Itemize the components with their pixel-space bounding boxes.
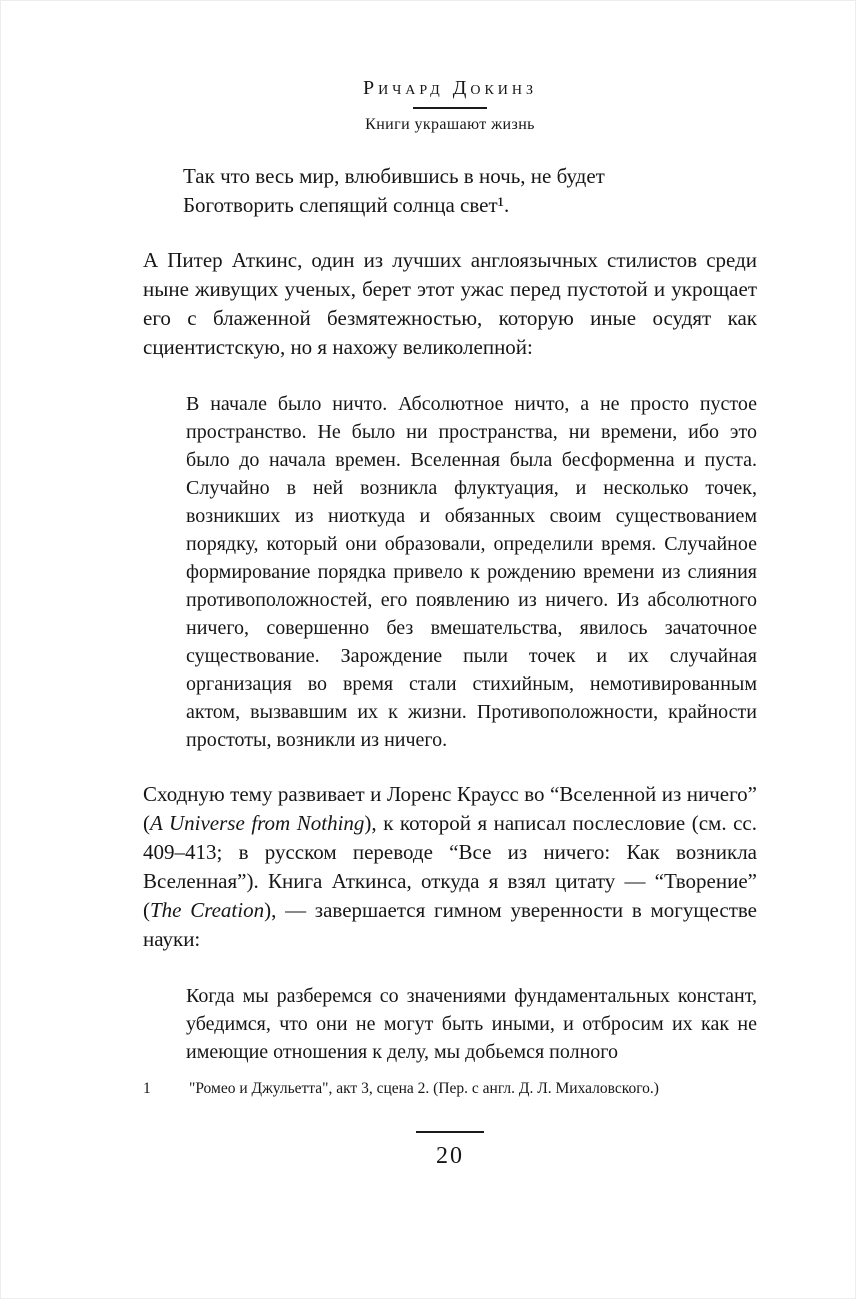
running-head-book-title: Книги украшают жизнь bbox=[365, 116, 535, 133]
footnote-text: "Ромео и Джульетта", акт 3, сцена 2. (Пер. с англ. Д. Л. Михаловского.) bbox=[189, 1080, 659, 1097]
footer-divider-rule bbox=[416, 1131, 484, 1133]
running-head-author: Ричард Докинз bbox=[362, 77, 538, 99]
text-column bbox=[143, 1, 757, 1066]
footnote bbox=[143, 1079, 757, 1098]
poem-line: Так что весь мир, влюбившись в ночь, не будет bbox=[183, 164, 605, 188]
blockquote-fundamental-constants: Когда мы разберемся со значениями фундаментальных констант, убедимся, что они не могут быть иными, и отбросим их как не имеющие отношения к делу, мы добьемся полного bbox=[186, 985, 757, 1063]
paragraph-krauss: Сходную тему развивает и Лоренс Краусс во “Вселенной из ничего” (A Universe from Nothing), к которой я написал послесловие (см. сс. 409–413; в русском переводе “Все из ничего: Как возникла Вселенная”). Книга Аткинса, откуда я взял цитату — “Творение” (The Creation), — завершается гимном уверенности в могуществе науки: bbox=[143, 782, 757, 951]
footnote-marker: 1 bbox=[143, 1080, 151, 1097]
paragraph-atkins-intro: А Питер Аткинс, один из лучших англоязычных стилистов среди ныне живущих ученых, берет этот ужас перед пустотой и укрощает его с блаженной безмятежностью, которую иные осудят как сциентистскую, но я нахожу великолепной: bbox=[143, 248, 757, 359]
poem-line: Боготворить слепящий солнца свет¹. bbox=[183, 193, 510, 217]
blockquote-atkins-creation: В начале было ничто. Абсолютное ничто, а не просто пустое пространство. Не было ни пространства, ни времени, ибо это было до начала времен. Вселенная была бесформенна и пуста. Случайно в ней возникла флуктуация, и несколько точек, возникших из ниоткуда и обязанных своим существованием порядку, который они образовали, определили время. Случайное формирование порядка привело к рождению времени из слияния противоположностей, его появлению из ничего. Из абсолютного ничего, совершенно без вмешательства, явилось зачаточное существование. Зарождение пыли точек и их случайная организация во время стали стихийным, немотивированным актом, вызвавшим их к жизни. Противоположности, крайности простоты, возникли из ничего. bbox=[186, 393, 757, 751]
page-number: 20 bbox=[436, 1143, 464, 1169]
poem-epigraph bbox=[183, 162, 757, 220]
header-divider-rule bbox=[413, 107, 487, 109]
page-footer bbox=[143, 1079, 757, 1170]
